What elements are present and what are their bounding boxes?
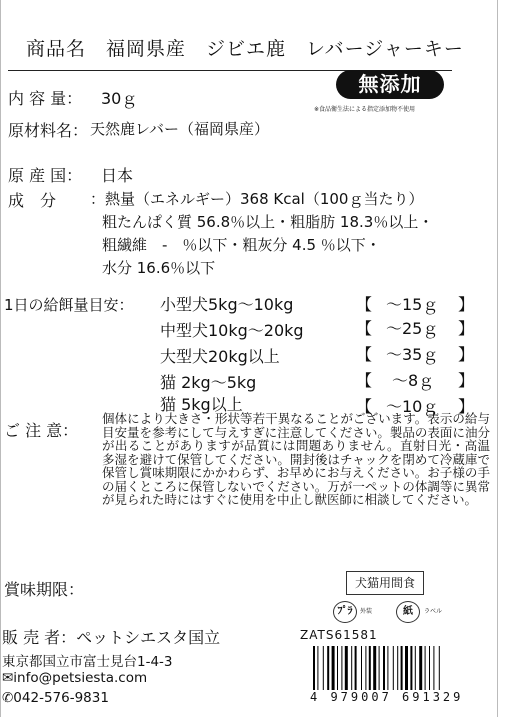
content-label: 内 容 量： <box>8 89 83 108</box>
pet-type-box: 犬猫用間食 <box>346 571 424 595</box>
feeding-amount: ～25ｇ <box>386 319 439 338</box>
components-label: 成 分 <box>8 191 57 210</box>
feeding-amount: ～15ｇ <box>386 295 439 314</box>
plastic-recycle-icon: ﾌﾟﾗ <box>333 601 357 623</box>
seller-phone: ✆042-576-9831 <box>2 690 109 706</box>
feeding-size: 中型犬10kg～20kg <box>160 321 304 340</box>
components-line: 粗たんぱく質 56.8％以上・粗脂肪 18.3％以上・ <box>102 213 434 231</box>
components-line: 粗繊維 - ％以下・粗灰分 4.5 ％以下・ <box>102 236 381 254</box>
bracket-close: 】 <box>458 345 475 364</box>
feeding-label: 1日の給餌量目安： <box>4 296 134 314</box>
feeding-size: 大型犬20kg以上 <box>160 347 280 366</box>
bracket-open: 【 <box>356 345 373 364</box>
caution-label: ご 注 意： <box>4 421 79 440</box>
bracket-close: 】 <box>458 319 475 338</box>
bracket-open: 【 <box>356 319 373 338</box>
feeding-amount: ～35ｇ <box>386 345 439 364</box>
seller-address: 東京都国立市富士見台1-4-3 <box>2 654 173 670</box>
feeding-size: 猫 5kg以上 <box>160 395 243 414</box>
feeding-amount: ～10ｇ <box>386 397 439 416</box>
seller-label: 販 売 者：ペットシエスタ国立 <box>2 628 221 647</box>
bracket-open: 【 <box>356 371 373 390</box>
caution-text: 個体により大きさ・形状等若干異なることがございます。表示の給与目安量を参考にして与えすぎに注意してください。製品の表面に油分が出ることがありますが品質には問題ありません。直射日光・高温多湿を避けて保管してください。開封後はチャックを閉めて冷蔵庫で保管し賞味期限にかかわらず、お早めにお与えください。お子様の手の届くところに保管しないでください。万が一ペットの体調等に異常が見られた時にはすぐに使用を中止し獣医師に相談してください。 <box>102 411 490 507</box>
bracket-close: 】 <box>458 295 475 314</box>
bracket-close: 】 <box>458 397 475 416</box>
content-value: 30ｇ <box>101 89 138 108</box>
ingredients-label: 原材料名： <box>8 121 89 140</box>
origin-label: 原 産 国： <box>8 166 83 185</box>
bracket-open: 【 <box>356 397 373 416</box>
ingredients-value: 天然鹿レバー（福岡県産） <box>90 120 269 138</box>
components-line: 水分 16.6％以下 <box>102 259 216 277</box>
right-border <box>497 0 498 717</box>
feeding-size: 猫 2kg～5kg <box>160 373 257 392</box>
seller-email: ✉info@petsiesta.com <box>2 670 148 686</box>
recycle-caption: ラベル <box>424 608 443 615</box>
bracket-open: 【 <box>356 295 373 314</box>
barcode-number: 4 979007 691329 <box>310 690 490 704</box>
expiry-label: 賞味期限： <box>4 580 85 599</box>
bracket-close: 】 <box>458 371 475 390</box>
product-name: 商品名 福岡県産 ジビエ鹿 レバージャーキー <box>26 38 464 60</box>
components-line: ：熱量（エネルギー）368 Kcal（100ｇ当たり） <box>90 190 424 208</box>
left-border <box>0 0 1 717</box>
feeding-size: 小型犬5kg～10kg <box>160 295 294 314</box>
additive-free-note: ※食品衛生法による指定添加物不使用 <box>314 106 416 113</box>
recycle-caption: 外装 <box>360 608 373 615</box>
paper-recycle-icon: 紙 <box>396 601 420 623</box>
origin-value: 日本 <box>101 166 134 185</box>
additive-free-badge: 無添加 <box>336 70 444 99</box>
feeding-amount: ～8ｇ <box>392 371 435 390</box>
product-code: ZATS61581 <box>300 628 378 642</box>
